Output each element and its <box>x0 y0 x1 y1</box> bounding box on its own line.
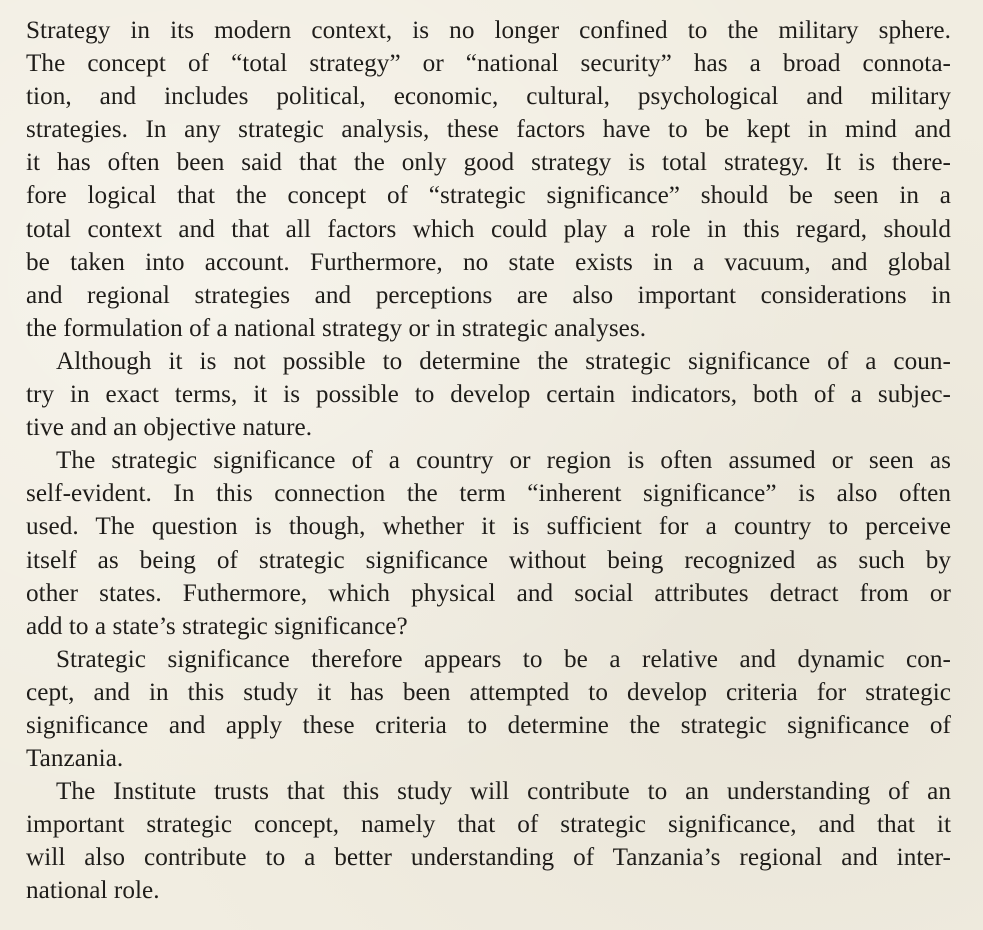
text-line: Strategy in its modern context, is no longer confined to the military sphere. <box>26 17 951 44</box>
paragraph-2 <box>26 345 951 444</box>
text-line: self-evident. In this connection the term “inherent significance” is also often <box>26 480 951 508</box>
text-line: itself as being of strategic significance without being recognized as such by <box>26 546 951 574</box>
text-line: the formulation of a national strategy or in strategic analyses. <box>26 314 647 342</box>
text-line: significance and apply these criteria to determine the strategic significance of <box>26 711 951 739</box>
text-line: cept, and in this study it has been attempted to develop criteria for strategic <box>26 678 951 706</box>
text-line: Strategic significance therefore appears to be a relative and dynamic con- <box>56 645 951 673</box>
body-text <box>26 14 951 908</box>
text-line: Tanzania. <box>26 745 124 773</box>
paragraph-5 <box>26 775 951 907</box>
text-line: tive and an objective nature. <box>26 414 313 442</box>
paragraph-4 <box>26 643 951 775</box>
text-line: total context and that all factors which could play a role in this regard, should <box>26 215 951 243</box>
text-line: national role. <box>26 877 160 905</box>
text-line: try in exact terms, it is possible to develop certain indicators, both of a subjec- <box>26 381 951 409</box>
text-line: Although it is not possible to determine the strategic significance of a coun- <box>56 347 951 375</box>
text-line: strategies. In any strategic analysis, these factors have to be kept in mind and <box>26 116 951 144</box>
text-line: other states. Futhermore, which physical and social attributes detract from or <box>26 579 951 607</box>
text-line: add to a state’s strategic significance? <box>26 612 408 640</box>
text-line: fore logical that the concept of “strategic significance” should be seen in a <box>26 182 951 210</box>
text-line: used. The question is though, whether it is sufficient for a country to perceive <box>26 513 951 541</box>
text-line: be taken into account. Furthermore, no state exists in a vacuum, and global <box>26 248 951 276</box>
text-line: will also contribute to a better understanding of Tanzania’s regional and inter- <box>26 844 951 872</box>
text-line: The concept of “total strategy” or “national security” has a broad connota- <box>26 50 951 78</box>
paragraph-3 <box>26 444 951 643</box>
text-line: it has often been said that the only good strategy is total strategy. It is there- <box>26 149 951 177</box>
paragraph-1 <box>26 14 951 345</box>
text-line: The Institute trusts that this study will contribute to an understanding of an <box>56 778 951 806</box>
text-line: important strategic concept, namely that of strategic significance, and that it <box>26 811 951 839</box>
text-line: The strategic significance of a country or region is often assumed or seen as <box>56 447 951 475</box>
text-line: and regional strategies and perceptions are also important considerations in <box>26 281 951 309</box>
text-line: tion, and includes political, economic, cultural, psychological and military <box>26 83 951 111</box>
